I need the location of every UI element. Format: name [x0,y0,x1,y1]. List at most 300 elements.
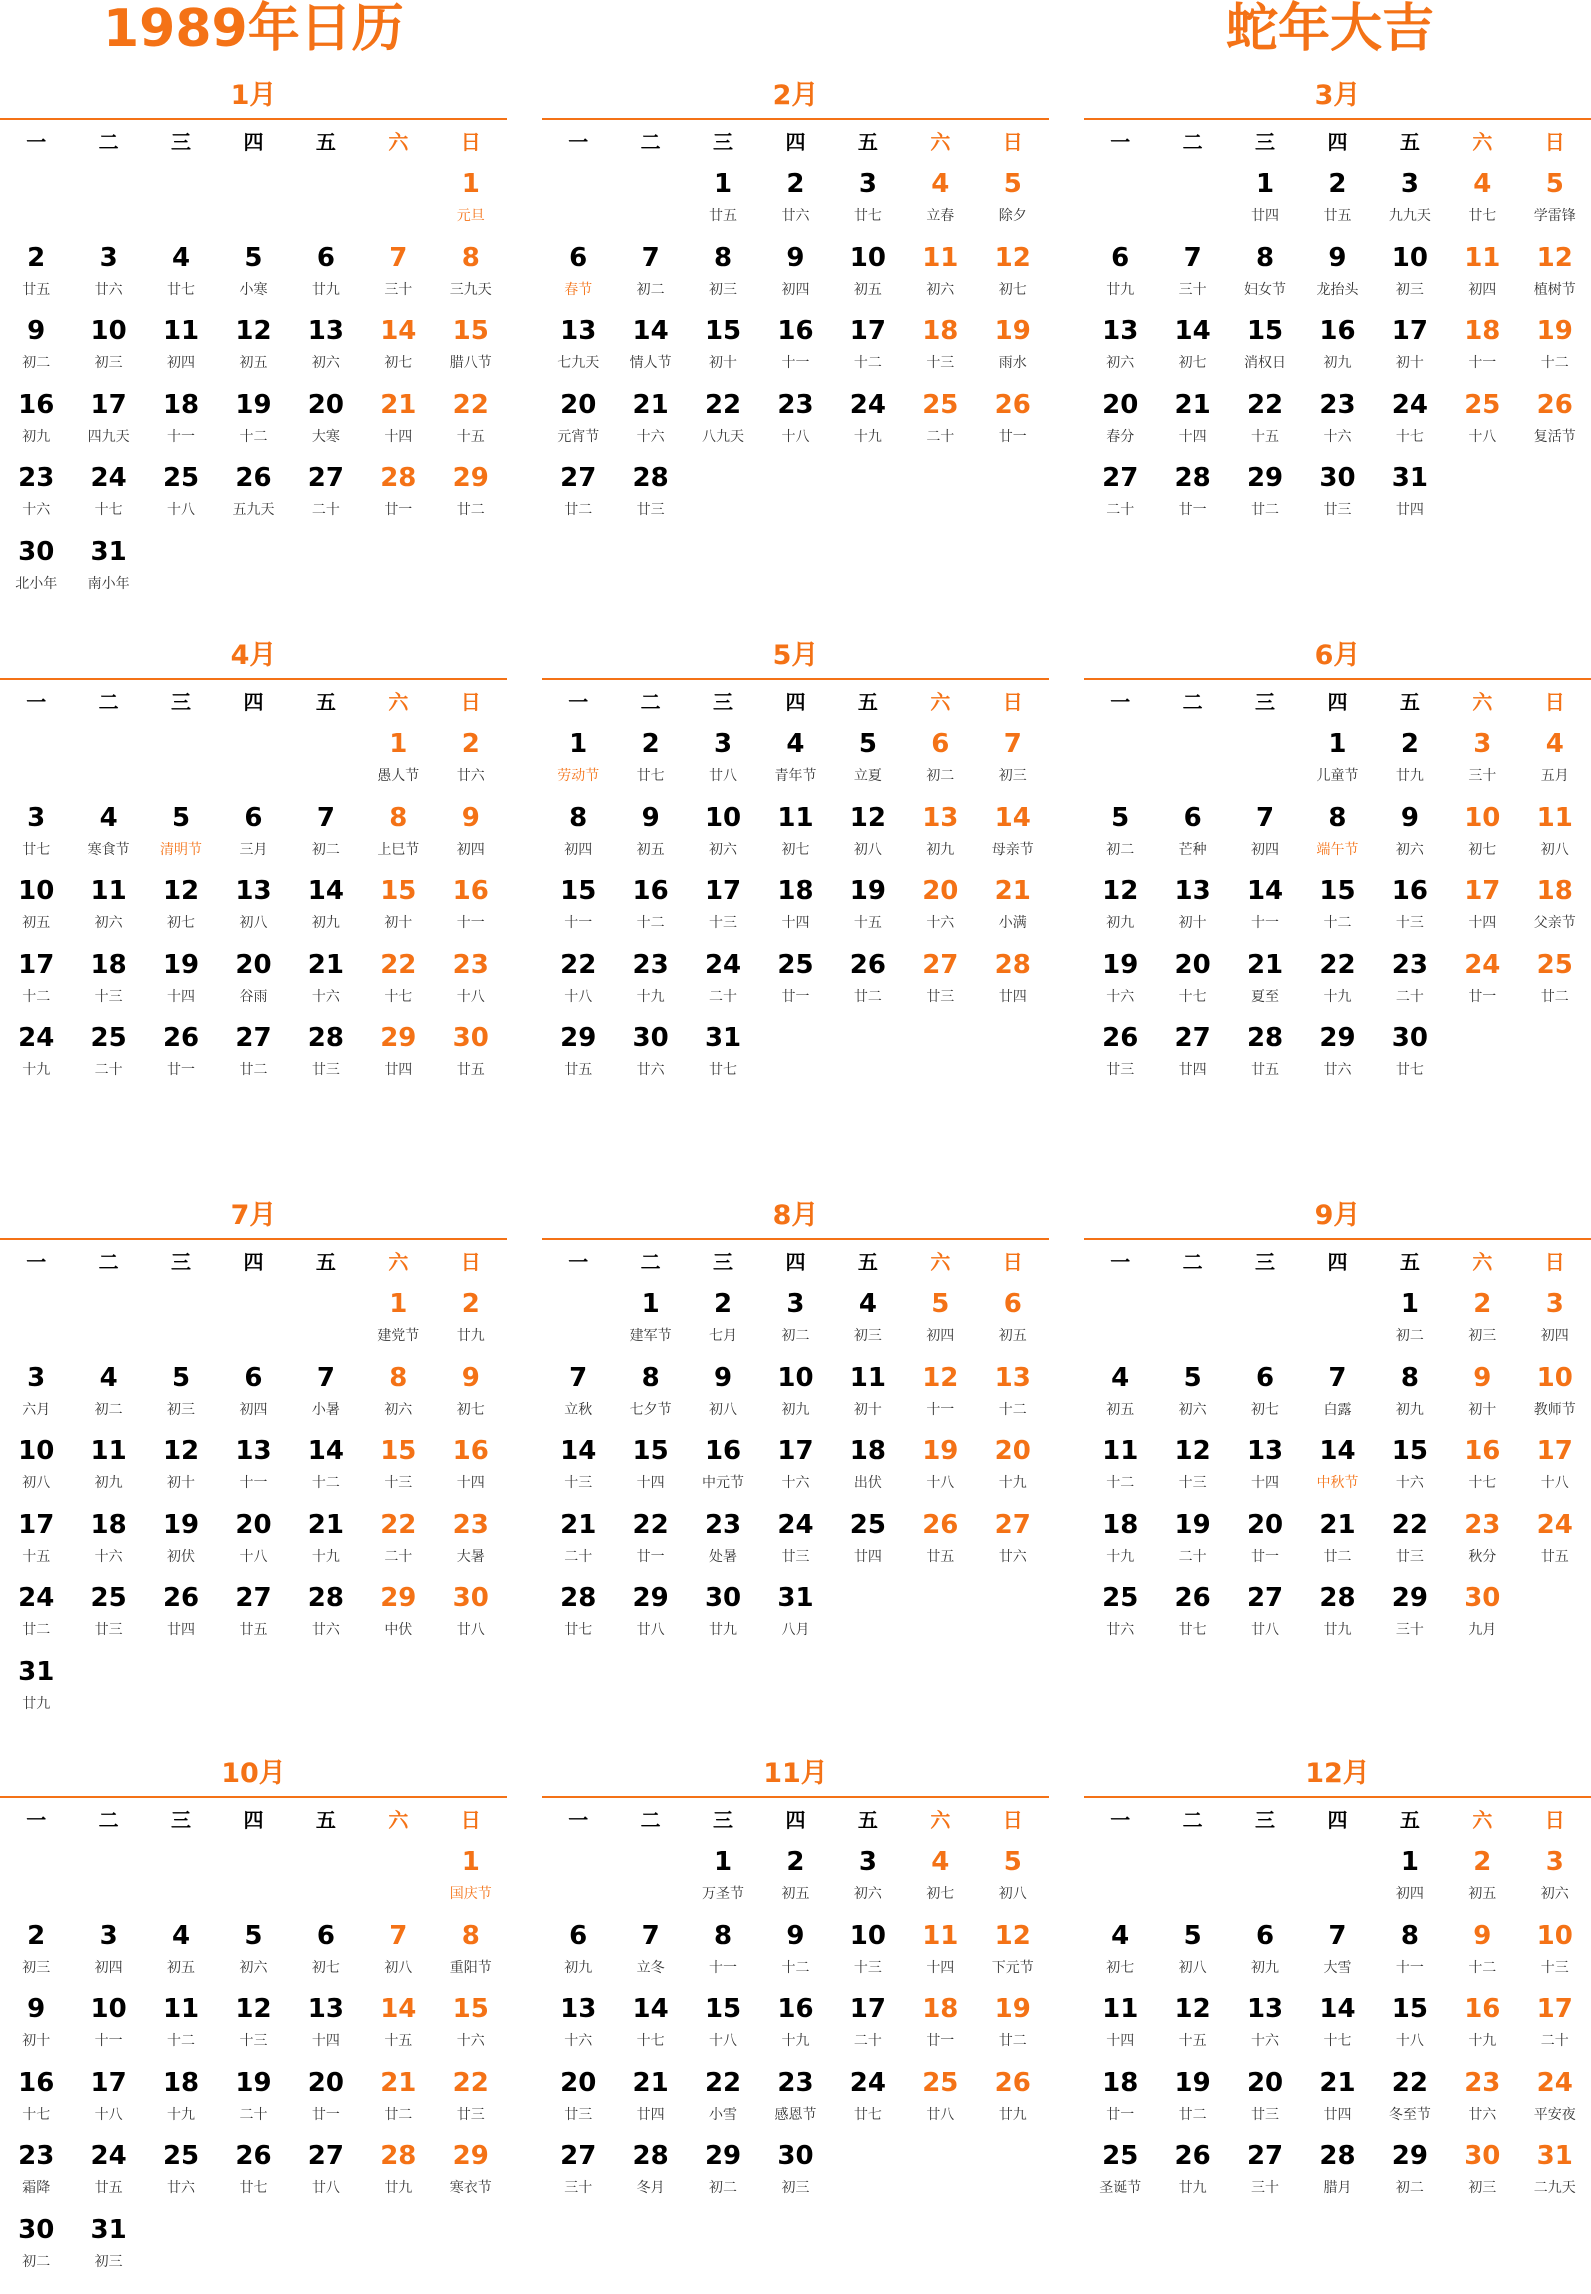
day-cell[interactable] [1229,1987,1301,2061]
day-cell[interactable] [1374,1429,1446,1503]
day-cell[interactable] [217,309,289,383]
day-cell[interactable] [435,309,507,383]
day-cell[interactable] [217,869,289,943]
day-cell[interactable] [832,1840,904,1914]
day-cell[interactable] [290,1576,362,1650]
day-cell[interactable] [759,1840,831,1914]
day-cell[interactable] [759,1576,831,1650]
day-cell[interactable] [687,1282,759,1356]
day-cell[interactable] [1229,796,1301,870]
day-cell[interactable] [1446,2134,1518,2208]
day-cell[interactable] [542,1429,614,1503]
day-cell[interactable] [1374,1016,1446,1090]
day-cell[interactable] [977,1914,1049,1988]
day-cell[interactable] [904,722,976,796]
day-cell[interactable] [1301,162,1373,236]
day-cell[interactable] [687,943,759,1017]
day-cell[interactable] [1301,796,1373,870]
day-cell[interactable] [72,1429,144,1503]
day-cell[interactable] [1519,383,1591,457]
day-cell[interactable] [832,1282,904,1356]
day-cell[interactable] [832,1914,904,1988]
day-cell[interactable] [290,943,362,1017]
day-cell[interactable] [145,456,217,530]
day-cell[interactable] [362,1914,434,1988]
day-cell[interactable] [977,722,1049,796]
day-cell[interactable] [1446,2061,1518,2135]
day-cell[interactable] [435,1429,507,1503]
day-cell[interactable] [435,1987,507,2061]
day-cell[interactable] [145,236,217,310]
day-cell[interactable] [977,2061,1049,2135]
day-cell[interactable] [687,722,759,796]
day-cell[interactable] [362,1987,434,2061]
day-cell[interactable] [435,1914,507,1988]
day-cell[interactable] [1229,943,1301,1017]
day-cell[interactable] [759,796,831,870]
day-cell[interactable] [904,943,976,1017]
day-cell[interactable] [687,2061,759,2135]
day-cell[interactable] [290,2134,362,2208]
day-cell[interactable] [1374,1914,1446,1988]
day-cell[interactable] [614,2134,686,2208]
day-cell[interactable] [217,1429,289,1503]
day-cell[interactable] [1156,1914,1228,1988]
day-cell[interactable] [362,722,434,796]
day-cell[interactable] [687,796,759,870]
day-cell[interactable] [145,1429,217,1503]
day-cell[interactable] [72,2208,144,2282]
day-cell[interactable] [542,2134,614,2208]
day-cell[interactable] [145,796,217,870]
day-cell[interactable] [1156,2061,1228,2135]
day-cell[interactable] [362,2134,434,2208]
day-cell[interactable] [1519,2134,1591,2208]
day-cell[interactable] [1229,383,1301,457]
day-cell[interactable] [435,1016,507,1090]
day-cell[interactable] [1084,383,1156,457]
day-cell[interactable] [1374,456,1446,530]
day-cell[interactable] [1446,1576,1518,1650]
day-cell[interactable] [1519,1356,1591,1430]
day-cell[interactable] [1156,236,1228,310]
day-cell[interactable] [72,2134,144,2208]
day-cell[interactable] [542,1503,614,1577]
day-cell[interactable] [904,1503,976,1577]
day-cell[interactable] [977,309,1049,383]
day-cell[interactable] [687,1503,759,1577]
day-cell[interactable] [72,943,144,1017]
day-cell[interactable] [542,236,614,310]
day-cell[interactable] [1374,1576,1446,1650]
day-cell[interactable] [1229,869,1301,943]
day-cell[interactable] [1446,869,1518,943]
day-cell[interactable] [1446,1914,1518,1988]
day-cell[interactable] [72,1914,144,1988]
day-cell[interactable] [542,1356,614,1430]
day-cell[interactable] [904,236,976,310]
day-cell[interactable] [832,943,904,1017]
day-cell[interactable] [145,1987,217,2061]
day-cell[interactable] [362,1429,434,1503]
day-cell[interactable] [72,309,144,383]
day-cell[interactable] [1374,1356,1446,1430]
day-cell[interactable] [1374,796,1446,870]
day-cell[interactable] [614,309,686,383]
day-cell[interactable] [542,383,614,457]
day-cell[interactable] [1374,383,1446,457]
day-cell[interactable] [0,309,72,383]
day-cell[interactable] [832,162,904,236]
day-cell[interactable] [1084,1429,1156,1503]
day-cell[interactable] [977,1356,1049,1430]
day-cell[interactable] [542,943,614,1017]
day-cell[interactable] [0,1914,72,1988]
day-cell[interactable] [72,869,144,943]
day-cell[interactable] [977,1429,1049,1503]
day-cell[interactable] [0,236,72,310]
day-cell[interactable] [1156,1987,1228,2061]
day-cell[interactable] [1156,1016,1228,1090]
day-cell[interactable] [759,1914,831,1988]
day-cell[interactable] [72,2061,144,2135]
day-cell[interactable] [0,943,72,1017]
day-cell[interactable] [614,1576,686,1650]
day-cell[interactable] [832,869,904,943]
day-cell[interactable] [1446,796,1518,870]
day-cell[interactable] [290,236,362,310]
day-cell[interactable] [832,383,904,457]
day-cell[interactable] [290,1503,362,1577]
day-cell[interactable] [217,2134,289,2208]
day-cell[interactable] [1229,2061,1301,2135]
day-cell[interactable] [0,1650,72,1724]
day-cell[interactable] [435,869,507,943]
day-cell[interactable] [362,1016,434,1090]
day-cell[interactable] [1446,943,1518,1017]
day-cell[interactable] [1301,236,1373,310]
day-cell[interactable] [977,943,1049,1017]
day-cell[interactable] [362,1282,434,1356]
day-cell[interactable] [145,1356,217,1430]
day-cell[interactable] [0,796,72,870]
day-cell[interactable] [1229,1576,1301,1650]
day-cell[interactable] [977,796,1049,870]
day-cell[interactable] [1301,1987,1373,2061]
day-cell[interactable] [1519,236,1591,310]
day-cell[interactable] [72,383,144,457]
day-cell[interactable] [217,1914,289,1988]
day-cell[interactable] [614,1016,686,1090]
day-cell[interactable] [1229,1016,1301,1090]
day-cell[interactable] [1301,2134,1373,2208]
day-cell[interactable] [435,722,507,796]
day-cell[interactable] [1301,383,1373,457]
day-cell[interactable] [904,309,976,383]
day-cell[interactable] [290,1016,362,1090]
day-cell[interactable] [1519,309,1591,383]
day-cell[interactable] [1084,2061,1156,2135]
day-cell[interactable] [145,2061,217,2135]
day-cell[interactable] [217,796,289,870]
day-cell[interactable] [435,1576,507,1650]
day-cell[interactable] [1374,1503,1446,1577]
day-cell[interactable] [1229,1356,1301,1430]
day-cell[interactable] [217,1503,289,1577]
day-cell[interactable] [290,383,362,457]
day-cell[interactable] [614,236,686,310]
day-cell[interactable] [542,1987,614,2061]
day-cell[interactable] [904,1282,976,1356]
day-cell[interactable] [435,162,507,236]
day-cell[interactable] [614,869,686,943]
day-cell[interactable] [1301,1914,1373,1988]
day-cell[interactable] [362,383,434,457]
day-cell[interactable] [1519,869,1591,943]
day-cell[interactable] [1519,796,1591,870]
day-cell[interactable] [1156,456,1228,530]
day-cell[interactable] [1374,162,1446,236]
day-cell[interactable] [1229,1503,1301,1577]
day-cell[interactable] [1084,236,1156,310]
day-cell[interactable] [1446,309,1518,383]
day-cell[interactable] [0,1503,72,1577]
day-cell[interactable] [977,869,1049,943]
day-cell[interactable] [1084,456,1156,530]
day-cell[interactable] [1519,722,1591,796]
day-cell[interactable] [614,943,686,1017]
day-cell[interactable] [1156,309,1228,383]
day-cell[interactable] [1301,943,1373,1017]
day-cell[interactable] [687,1016,759,1090]
day-cell[interactable] [1084,796,1156,870]
day-cell[interactable] [614,1429,686,1503]
day-cell[interactable] [542,1016,614,1090]
day-cell[interactable] [72,236,144,310]
day-cell[interactable] [904,2061,976,2135]
day-cell[interactable] [832,796,904,870]
day-cell[interactable] [0,1987,72,2061]
day-cell[interactable] [217,1987,289,2061]
day-cell[interactable] [1156,1429,1228,1503]
day-cell[interactable] [1374,1987,1446,2061]
day-cell[interactable] [1519,1840,1591,1914]
day-cell[interactable] [759,1282,831,1356]
day-cell[interactable] [904,383,976,457]
day-cell[interactable] [1084,1016,1156,1090]
day-cell[interactable] [1519,943,1591,1017]
day-cell[interactable] [977,1282,1049,1356]
day-cell[interactable] [1446,236,1518,310]
day-cell[interactable] [1229,162,1301,236]
day-cell[interactable] [614,1914,686,1988]
day-cell[interactable] [1156,1576,1228,1650]
day-cell[interactable] [759,162,831,236]
day-cell[interactable] [759,236,831,310]
day-cell[interactable] [1229,456,1301,530]
day-cell[interactable] [904,1840,976,1914]
day-cell[interactable] [1374,236,1446,310]
day-cell[interactable] [542,869,614,943]
day-cell[interactable] [1374,1282,1446,1356]
day-cell[interactable] [145,2134,217,2208]
day-cell[interactable] [217,1016,289,1090]
day-cell[interactable] [687,869,759,943]
day-cell[interactable] [1446,1356,1518,1430]
day-cell[interactable] [542,309,614,383]
day-cell[interactable] [1374,2134,1446,2208]
day-cell[interactable] [435,2134,507,2208]
day-cell[interactable] [1301,456,1373,530]
day-cell[interactable] [687,1356,759,1430]
day-cell[interactable] [72,796,144,870]
day-cell[interactable] [759,722,831,796]
day-cell[interactable] [1084,869,1156,943]
day-cell[interactable] [435,236,507,310]
day-cell[interactable] [1374,1840,1446,1914]
day-cell[interactable] [832,1429,904,1503]
day-cell[interactable] [72,1576,144,1650]
day-cell[interactable] [290,1914,362,1988]
day-cell[interactable] [542,722,614,796]
day-cell[interactable] [0,2134,72,2208]
day-cell[interactable] [435,1356,507,1430]
day-cell[interactable] [1446,1503,1518,1577]
day-cell[interactable] [1301,1429,1373,1503]
day-cell[interactable] [217,1356,289,1430]
day-cell[interactable] [1446,383,1518,457]
day-cell[interactable] [362,456,434,530]
day-cell[interactable] [290,456,362,530]
day-cell[interactable] [542,796,614,870]
day-cell[interactable] [145,1914,217,1988]
day-cell[interactable] [542,1914,614,1988]
day-cell[interactable] [1519,2061,1591,2135]
day-cell[interactable] [1374,2061,1446,2135]
day-cell[interactable] [1301,1576,1373,1650]
day-cell[interactable] [614,1282,686,1356]
day-cell[interactable] [832,236,904,310]
day-cell[interactable] [0,1576,72,1650]
day-cell[interactable] [759,309,831,383]
day-cell[interactable] [614,1356,686,1430]
day-cell[interactable] [1374,869,1446,943]
day-cell[interactable] [1446,162,1518,236]
day-cell[interactable] [904,1356,976,1430]
day-cell[interactable] [1084,1503,1156,1577]
day-cell[interactable] [614,1987,686,2061]
day-cell[interactable] [1084,2134,1156,2208]
day-cell[interactable] [1084,1987,1156,2061]
day-cell[interactable] [290,1356,362,1430]
day-cell[interactable] [1084,1576,1156,1650]
day-cell[interactable] [977,162,1049,236]
day-cell[interactable] [1446,1429,1518,1503]
day-cell[interactable] [687,1576,759,1650]
day-cell[interactable] [217,1576,289,1650]
day-cell[interactable] [435,383,507,457]
day-cell[interactable] [759,1429,831,1503]
day-cell[interactable] [759,2061,831,2135]
day-cell[interactable] [1301,1356,1373,1430]
day-cell[interactable] [1229,2134,1301,2208]
day-cell[interactable] [290,869,362,943]
day-cell[interactable] [687,383,759,457]
day-cell[interactable] [362,869,434,943]
day-cell[interactable] [614,2061,686,2135]
day-cell[interactable] [362,943,434,1017]
day-cell[interactable] [435,1282,507,1356]
day-cell[interactable] [614,1503,686,1577]
day-cell[interactable] [1519,1914,1591,1988]
day-cell[interactable] [614,722,686,796]
day-cell[interactable] [435,2061,507,2135]
day-cell[interactable] [1301,309,1373,383]
day-cell[interactable] [759,2134,831,2208]
day-cell[interactable] [614,383,686,457]
day-cell[interactable] [435,796,507,870]
day-cell[interactable] [1229,236,1301,310]
day-cell[interactable] [362,1503,434,1577]
day-cell[interactable] [362,236,434,310]
day-cell[interactable] [832,309,904,383]
day-cell[interactable] [614,796,686,870]
day-cell[interactable] [217,943,289,1017]
day-cell[interactable] [145,1576,217,1650]
day-cell[interactable] [145,869,217,943]
day-cell[interactable] [832,1987,904,2061]
day-cell[interactable] [687,2134,759,2208]
day-cell[interactable] [217,2061,289,2135]
day-cell[interactable] [0,1429,72,1503]
day-cell[interactable] [1156,383,1228,457]
day-cell[interactable] [1156,1356,1228,1430]
day-cell[interactable] [435,1503,507,1577]
day-cell[interactable] [542,456,614,530]
day-cell[interactable] [0,456,72,530]
day-cell[interactable] [0,2208,72,2282]
day-cell[interactable] [0,2061,72,2135]
day-cell[interactable] [1301,1503,1373,1577]
day-cell[interactable] [1446,1987,1518,2061]
day-cell[interactable] [1229,1914,1301,1988]
day-cell[interactable] [1156,943,1228,1017]
day-cell[interactable] [217,236,289,310]
day-cell[interactable] [832,2061,904,2135]
day-cell[interactable] [1229,309,1301,383]
day-cell[interactable] [1301,1016,1373,1090]
day-cell[interactable] [0,530,72,604]
day-cell[interactable] [1374,309,1446,383]
day-cell[interactable] [1156,869,1228,943]
day-cell[interactable] [904,162,976,236]
day-cell[interactable] [542,2061,614,2135]
day-cell[interactable] [362,2061,434,2135]
day-cell[interactable] [977,1840,1049,1914]
day-cell[interactable] [904,796,976,870]
day-cell[interactable] [1446,1840,1518,1914]
day-cell[interactable] [1156,2134,1228,2208]
day-cell[interactable] [362,309,434,383]
day-cell[interactable] [687,309,759,383]
day-cell[interactable] [1156,796,1228,870]
day-cell[interactable] [832,722,904,796]
day-cell[interactable] [1084,943,1156,1017]
day-cell[interactable] [977,236,1049,310]
day-cell[interactable] [687,1840,759,1914]
day-cell[interactable] [290,1429,362,1503]
day-cell[interactable] [0,869,72,943]
